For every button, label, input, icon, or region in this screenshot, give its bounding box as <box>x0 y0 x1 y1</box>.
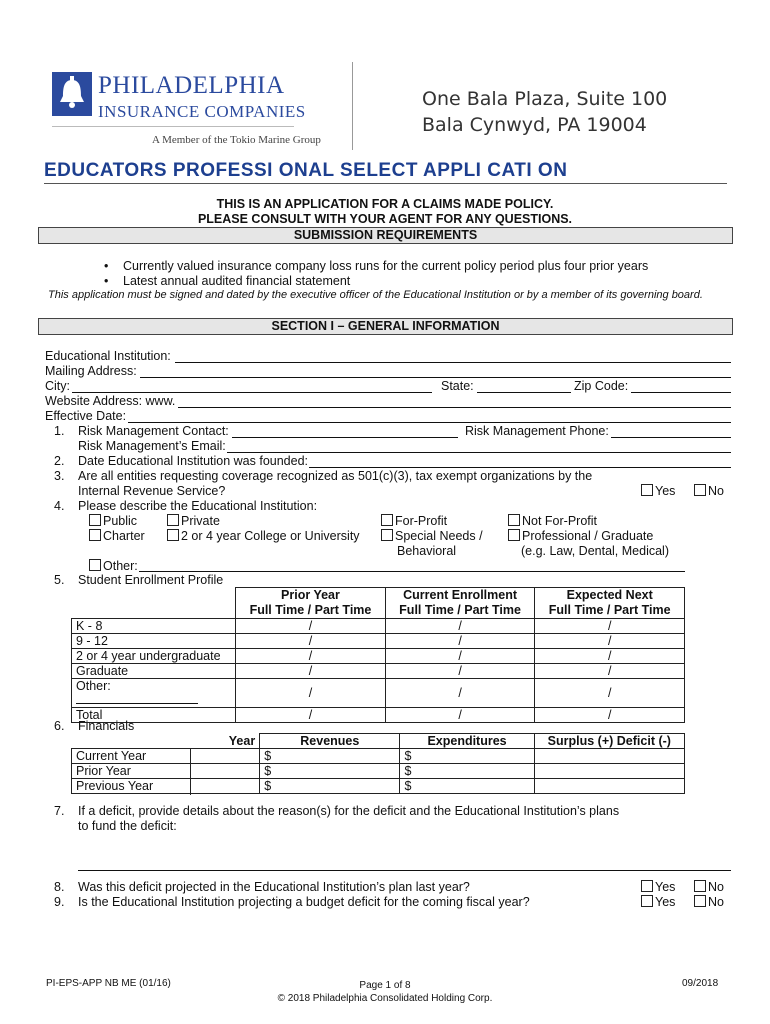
fin-year-divider <box>190 749 191 795</box>
fin-year-cell: Previous Year <box>72 779 260 794</box>
q1-contact-label: Risk Management Contact: <box>78 424 229 438</box>
private-label: Private <box>181 514 220 528</box>
college-checkbox[interactable] <box>167 529 179 541</box>
opt-public[interactable] <box>89 514 137 528</box>
cell[interactable]: / <box>236 708 386 723</box>
cell[interactable]: / <box>535 679 685 708</box>
row-label-other: Other: <box>72 679 236 708</box>
cell[interactable]: $ <box>260 764 400 779</box>
cell[interactable]: / <box>385 679 535 708</box>
row-label: K - 8 <box>72 619 236 634</box>
opt-special-needs[interactable] <box>381 529 483 543</box>
bullet-2: • <box>104 274 109 288</box>
other-checkbox[interactable] <box>89 559 101 571</box>
q8-label: Was this deficit projected in the Educational Institution’s plan last year? <box>78 880 470 894</box>
q3-no[interactable] <box>694 484 724 498</box>
city-label: City: <box>45 379 70 393</box>
special-needs-label-2: Behavioral <box>397 544 457 558</box>
cell[interactable]: / <box>535 619 685 634</box>
copyright: © 2018 Philadelphia Consolidated Holding Corp. <box>277 993 493 1004</box>
cell[interactable]: / <box>535 649 685 664</box>
logo-divider <box>52 126 294 127</box>
professional-label-2: (e.g. Law, Dental, Medical) <box>521 544 669 558</box>
q5-label: Student Enrollment Profile <box>78 573 224 587</box>
company-logo <box>52 72 92 116</box>
public-label: Public <box>103 514 138 528</box>
q3-no-checkbox[interactable] <box>694 484 706 496</box>
q3-yes-label: Yes <box>655 484 676 498</box>
row-label: 2 or 4 year undergraduate <box>72 649 236 664</box>
cell[interactable]: $ <box>400 764 534 779</box>
col-current-enrollment: Current Enrollment Full Time / Part Time <box>385 588 535 619</box>
q7-line1: If a deficit, provide details about the reason(s) for the deficit and the Educational Institution’s plans <box>78 804 620 818</box>
special-needs-label: Special Needs / <box>395 529 483 543</box>
fin-year-cell: Current Year <box>72 749 260 764</box>
cell[interactable]: / <box>236 619 386 634</box>
form-title: EDUCATORS PROFESSI ONAL SELECT APPLI CATI ON <box>44 160 568 181</box>
website-field[interactable] <box>178 407 731 408</box>
brand-name: PHILADELPHIA <box>98 72 285 99</box>
cell[interactable]: / <box>535 708 685 723</box>
charter-checkbox[interactable] <box>89 529 101 541</box>
mailing-field[interactable] <box>140 377 731 378</box>
city-field[interactable] <box>72 392 432 393</box>
enrollment-table <box>71 587 685 723</box>
table-row <box>72 664 685 679</box>
table-row <box>72 634 685 649</box>
other-label: Other: <box>103 559 138 573</box>
cell[interactable]: $ <box>400 779 534 794</box>
tagline: A Member of the Tokio Marine Group <box>152 134 321 146</box>
submission-heading: SUBMISSION REQUIREMENTS <box>38 227 733 244</box>
opt-charter[interactable] <box>89 529 145 543</box>
q3-yes[interactable] <box>641 484 675 498</box>
other-field[interactable] <box>139 571 685 572</box>
brand-subtitle: INSURANCE COMPANIES <box>98 102 306 121</box>
table-row <box>72 779 685 794</box>
founded-date-field[interactable] <box>309 467 731 468</box>
state-label: State: <box>441 379 474 393</box>
risk-phone-field[interactable] <box>611 437 731 438</box>
col-expenditures: Expenditures <box>400 734 534 749</box>
section1-heading: SECTION I – GENERAL INFORMATION <box>38 318 733 335</box>
zip-field[interactable] <box>631 392 731 393</box>
cell[interactable]: / <box>236 649 386 664</box>
special-needs-checkbox[interactable] <box>381 529 393 541</box>
cell[interactable] <box>534 764 684 779</box>
address-line1: One Bala Plaza, Suite 100 <box>422 88 668 110</box>
bullet-1: • <box>104 259 109 273</box>
signature-note: This application must be signed and dated by the executive officer of the Educational Institution or by a member of its governing board. <box>48 289 703 301</box>
opt-college[interactable] <box>167 529 360 543</box>
q9-no-label: No <box>708 895 724 909</box>
q2-label: Date Educational Institution was founded: <box>78 454 309 468</box>
institution-field[interactable] <box>175 362 731 363</box>
table-row <box>72 708 685 723</box>
q4-label: Please describe the Educational Institution: <box>78 499 318 513</box>
q9-yes-label: Yes <box>655 895 676 909</box>
q6-label: Financials <box>78 719 135 733</box>
q3-line1: Are all entities requesting coverage recognized as 501(c)(3), tax exempt organizations by the <box>78 469 593 483</box>
header-divider <box>352 62 353 150</box>
q8-number: 8. <box>54 880 65 894</box>
state-field[interactable] <box>477 392 571 393</box>
effective-date-label: Effective Date: <box>45 409 127 423</box>
zip-label: Zip Code: <box>574 379 629 393</box>
form-date: 09/2018 <box>682 978 719 989</box>
notice-line2: PLEASE CONSULT WITH YOUR AGENT FOR ANY QUESTIONS. <box>197 212 573 226</box>
liberty-bell-icon <box>52 72 92 116</box>
table-row <box>72 649 685 664</box>
form-id: PI-EPS-APP NB ME (01/16) <box>46 978 171 989</box>
cell[interactable]: / <box>535 664 685 679</box>
q8-yes-label: Yes <box>655 880 676 894</box>
q4-number: 4. <box>54 499 65 513</box>
q3-no-label: No <box>708 484 724 498</box>
opt-professional[interactable] <box>508 529 653 543</box>
q3-number: 3. <box>54 469 65 483</box>
row-label: 9 - 12 <box>72 634 236 649</box>
effective-date-field[interactable] <box>128 422 731 423</box>
q9-no[interactable] <box>694 895 724 909</box>
table-row <box>72 749 685 764</box>
q9-yes[interactable] <box>641 895 675 909</box>
mailing-label: Mailing Address: <box>45 364 137 378</box>
forprofit-checkbox[interactable] <box>381 514 393 526</box>
deficit-details-field[interactable] <box>78 870 731 871</box>
notice-line1: THIS IS AN APPLICATION FOR A CLAIMS MADE POLICY. <box>216 197 554 211</box>
table-header-row <box>72 588 685 619</box>
table-header-row <box>72 734 685 749</box>
opt-forprofit[interactable] <box>381 514 447 528</box>
bullet-1-text: Currently valued insurance company loss runs for the current policy period plus four prior years <box>123 259 649 273</box>
public-checkbox[interactable] <box>89 514 101 526</box>
bullet-2-text: Latest annual audited financial statement <box>123 274 351 288</box>
cell[interactable]: / <box>385 634 535 649</box>
q7-line2: to fund the deficit: <box>78 819 177 833</box>
fin-year-cell: Prior Year <box>72 764 260 779</box>
q8-yes[interactable] <box>641 880 675 894</box>
q1-number: 1. <box>54 424 65 438</box>
risk-contact-field[interactable] <box>232 437 458 438</box>
cell[interactable]: $ <box>400 749 534 764</box>
financials-table <box>71 733 685 794</box>
q2-number: 2. <box>54 454 65 468</box>
opt-notforprofit[interactable] <box>508 514 597 528</box>
charter-label: Charter <box>103 529 145 543</box>
cell[interactable]: / <box>385 649 535 664</box>
institution-label: Educational Institution: <box>45 349 171 363</box>
cell[interactable]: / <box>385 619 535 634</box>
website-label: Website Address: www. <box>45 394 176 408</box>
forprofit-label: For-Profit <box>395 514 448 528</box>
q3-line2: Internal Revenue Service? <box>78 484 226 498</box>
q9-no-checkbox[interactable] <box>694 895 706 907</box>
opt-other[interactable] <box>89 559 138 573</box>
table-row <box>72 764 685 779</box>
q8-yes-checkbox[interactable] <box>641 880 653 892</box>
page-number: Page 1 of 8 <box>359 980 411 991</box>
table-row <box>72 679 685 708</box>
col-surplus-deficit: Surplus (+) Deficit (-) <box>534 734 684 749</box>
q3-yes-checkbox[interactable] <box>641 484 653 496</box>
q8-no[interactable] <box>694 880 724 894</box>
row-label: Graduate <box>72 664 236 679</box>
cell[interactable]: / <box>385 708 535 723</box>
other-row-field[interactable] <box>76 693 198 704</box>
professional-checkbox[interactable] <box>508 529 520 541</box>
cell[interactable]: $ <box>260 749 400 764</box>
col-expected-next: Expected Next Full Time / Part Time <box>535 588 685 619</box>
col-prior-year: Prior Year Full Time / Part Time <box>236 588 386 619</box>
q9-number: 9. <box>54 895 65 909</box>
cell[interactable]: / <box>236 679 386 708</box>
professional-label: Professional / Graduate <box>522 529 654 543</box>
cell[interactable] <box>534 779 684 794</box>
q7-number: 7. <box>54 804 65 818</box>
opt-private[interactable] <box>167 514 220 528</box>
q9-yes-checkbox[interactable] <box>641 895 653 907</box>
table-row <box>72 619 685 634</box>
q6-number: 6. <box>54 719 65 733</box>
cell[interactable]: / <box>236 634 386 649</box>
col-year: Year <box>72 734 260 749</box>
q1-email-label: Risk Management’s Email: <box>78 439 226 453</box>
address-line2: Bala Cynwyd, PA 19004 <box>422 114 647 136</box>
col-revenues: Revenues <box>260 734 400 749</box>
row-label: Total <box>72 708 236 723</box>
cell[interactable]: / <box>385 664 535 679</box>
notforprofit-label: Not For-Profit <box>522 514 598 528</box>
q8-no-label: No <box>708 880 724 894</box>
college-label: 2 or 4 year College or University <box>181 529 360 543</box>
notforprofit-checkbox[interactable] <box>508 514 520 526</box>
cell[interactable]: / <box>236 664 386 679</box>
cell[interactable]: $ <box>260 779 400 794</box>
cell[interactable]: / <box>535 634 685 649</box>
private-checkbox[interactable] <box>167 514 179 526</box>
table-corner <box>72 588 236 619</box>
q8-no-checkbox[interactable] <box>694 880 706 892</box>
risk-email-field[interactable] <box>227 452 731 453</box>
cell[interactable] <box>534 749 684 764</box>
title-rule <box>44 183 727 184</box>
q9-label: Is the Educational Institution projecting a budget deficit for the coming fiscal year? <box>78 895 530 909</box>
q1-phone-label: Risk Management Phone: <box>465 424 609 438</box>
q5-number: 5. <box>54 573 65 587</box>
